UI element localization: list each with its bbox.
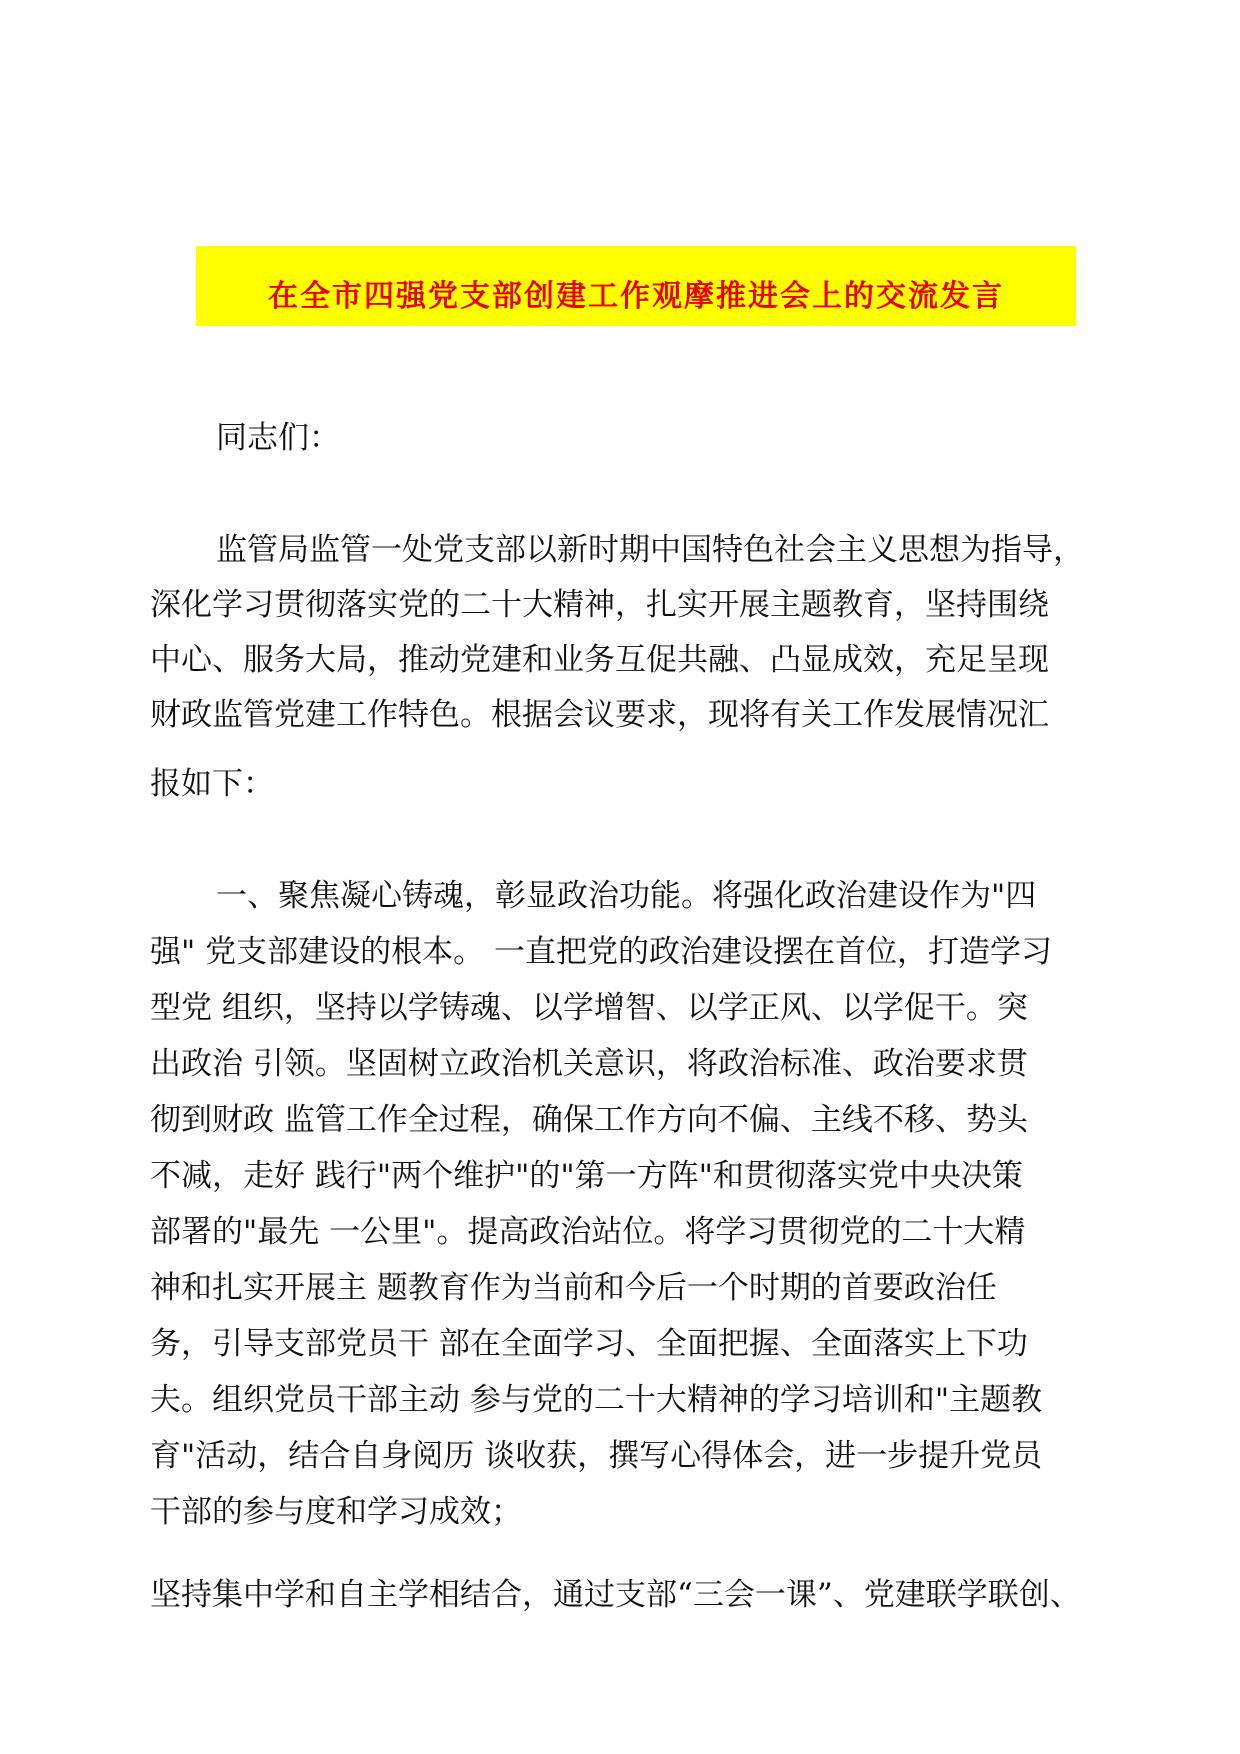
paragraph-line: 不减，走好 践行"两个维护"的"第一方阵"和贯彻落实党中央决策 [150,1158,1023,1194]
paragraph-line: 型党 组织，坚持以学铸魂、以学增智、以学正风、以学促干。突 [150,990,1028,1026]
paragraph-line: 深化学习贯彻落实党的二十大精神，扎实开展主题教育，坚持围绕 [150,587,1049,623]
paragraph-line: 出政治 引领。坚固树立政治机关意识，将政治标准、政治要求贯 [150,1046,1028,1082]
paragraph-line: 强" 党支部建设的根本。 一直把党的政治建设摆在首位，打造学习 [150,934,1052,970]
paragraph-line: 育"活动，结合自身阅历 谈收获，撰写心得体会，进一步提升党员 [150,1438,1043,1474]
document-title: 在全市四强党支部创建工作观摩推进会上的交流发言 [268,279,1004,314]
salutation: 同志们： [216,420,340,456]
paragraph-line: 监管局监管一处党支部以新时期中国特色社会主义思想为指导， [216,532,1084,568]
paragraph-line: 夫。组织党员干部主动 参与党的二十大精神的学习培训和"主题教 [150,1382,1043,1418]
title-highlight [196,246,1076,326]
paragraph-line: 财政监管党建工作特色。根据会议要求，现将有关工作发展情况汇 [150,697,1049,733]
paragraph-line: 部署的"最先 一公里"。提高政治站位。将学习贯彻党的二十大精 [150,1214,1026,1250]
paragraph-line: 报如下： [150,766,274,802]
paragraph-line: 一、聚焦凝心铸魂，彰显政治功能。将强化政治建设作为"四 [216,878,1037,914]
paragraph-line: 干部的参与度和学习成效； [150,1494,522,1530]
paragraph-line: 彻到财政 监管工作全过程，确保工作方向不偏、主线不移、势头 [150,1102,1028,1138]
paragraph-line: 务，引导支部党员干 部在全面学习、全面把握、全面落实上下功 [150,1326,1028,1362]
paragraph-line: 坚持集中学和自主学相结合，通过支部“三会一课”、党建联学联创、 [150,1577,1081,1613]
paragraph-line: 神和扎实开展主 题教育作为当前和今后一个时期的首要政治任 [150,1270,997,1306]
paragraph-line: 中心、服务大局，推动党建和业务互促共融、凸显成效，充足呈现 [150,642,1049,678]
